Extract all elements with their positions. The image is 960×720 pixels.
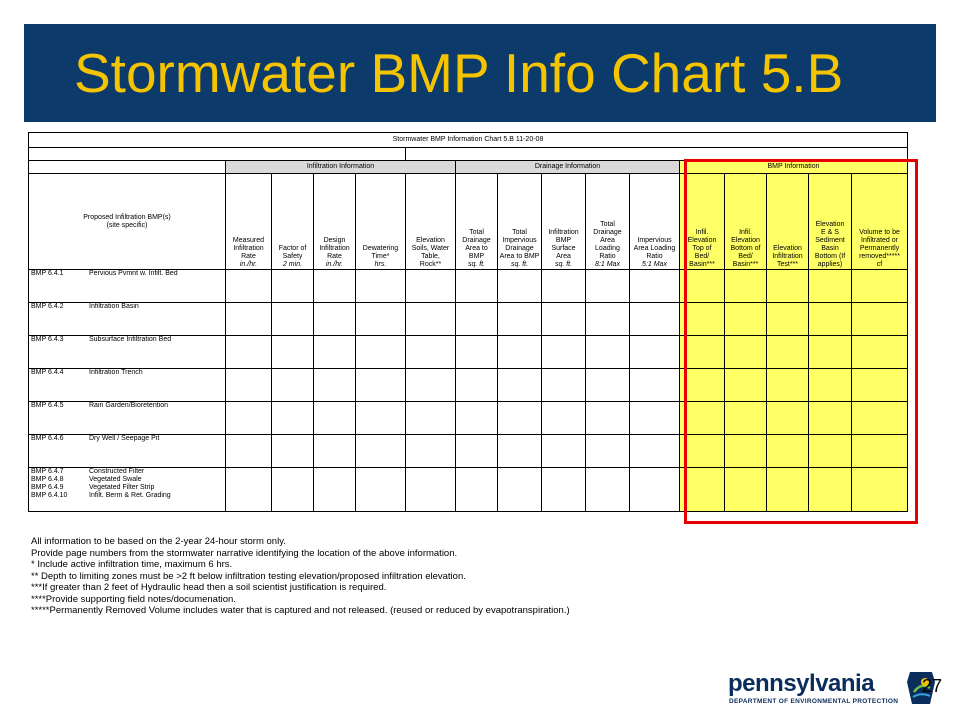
data-cell: [356, 402, 406, 435]
data-cell: [272, 402, 314, 435]
bmp-name-cell: [29, 336, 226, 369]
column-header-line: cf: [876, 261, 883, 268]
bmp-name: Rain Garden/Bioretention: [89, 402, 168, 409]
column-header-line: Bottom of: [730, 245, 761, 252]
bmp-code: BMP 6.4.7: [31, 468, 64, 475]
data-cell: [406, 270, 456, 303]
footnote: ***If greater than 2 feet of Hydraulic head then a soil scientist justification is required.: [31, 582, 387, 593]
data-cell: [406, 336, 456, 369]
data-cell: [456, 303, 498, 336]
column-header-line: Design: [323, 237, 346, 244]
first-column-header-line1: Proposed Infiltration BMP(s): [83, 213, 171, 221]
data-cell: [356, 336, 406, 369]
data-cell: [406, 369, 456, 402]
bmp-name: Dry Well / Seepage Pit: [89, 435, 160, 442]
data-cell: [314, 303, 356, 336]
data-cell: [456, 435, 498, 468]
footnote: *****Permanently Removed Volume includes water that is captured and not released. (reused or reduced by evapotranspiration.): [31, 605, 570, 616]
data-cell: [542, 468, 586, 512]
data-cell: [586, 270, 630, 303]
column-header-line: Top of: [692, 245, 712, 252]
column-header-line: E & S: [821, 229, 839, 236]
data-cell: [456, 336, 498, 369]
data-cell: [272, 336, 314, 369]
bmp-name-cell: [29, 402, 226, 435]
column-header-line: Factor of: [278, 245, 307, 252]
column-header-line: Test***: [776, 261, 798, 268]
column-header-line: Rate: [241, 253, 256, 260]
column-header-line: Basin***: [689, 261, 715, 268]
bmp-name-cell: [29, 270, 226, 303]
column-header: [314, 174, 356, 270]
column-header-line: Infiltrated or: [861, 237, 898, 244]
column-header-line: Infiltration: [548, 229, 579, 236]
column-header-line: Rock**: [419, 261, 442, 268]
bmp-code: BMP 6.4.8: [31, 476, 64, 483]
bmp-name-cell: [29, 435, 226, 468]
column-header-line: Area to BMP: [499, 253, 540, 260]
data-cell: [226, 468, 272, 512]
bmp-name: Infilt. Berm & Ret. Grading: [89, 492, 171, 499]
column-header-line: Basin***: [732, 261, 759, 268]
bmp-name: Subsurface Infiltration Bed: [89, 336, 172, 343]
column-header-line: Permanently: [859, 245, 900, 252]
column-header-line: Dewatering: [362, 245, 399, 252]
column-header-line: Volume to be: [859, 229, 900, 236]
bmp-code: BMP 6.4.10: [31, 492, 68, 499]
bmp-code: BMP 6.4.6: [31, 435, 64, 442]
bmp-code: BMP 6.4.2: [31, 303, 64, 310]
pa-dep-logo: [728, 670, 928, 714]
data-cell: [630, 369, 680, 402]
logo-subtitle: DEPARTMENT OF ENVIRONMENTAL PROTECTION: [729, 698, 899, 705]
column-header: [456, 174, 498, 270]
data-cell: [226, 270, 272, 303]
column-header-line: removed*****: [859, 253, 900, 260]
column-header-line: Elevation: [687, 237, 717, 244]
data-cell: [314, 336, 356, 369]
data-cell: [586, 468, 630, 512]
data-cell: [542, 435, 586, 468]
data-cell: [542, 369, 586, 402]
data-cell: [356, 270, 406, 303]
data-cell: [406, 435, 456, 468]
column-header: [356, 174, 406, 270]
column-header-line: Rate: [327, 253, 342, 260]
data-cell: [406, 468, 456, 512]
data-cell: [356, 369, 406, 402]
bmp-name: Vegetated Swale: [89, 476, 142, 483]
data-cell: [586, 369, 630, 402]
group-header-infiltration: Infiltration Information: [226, 161, 456, 174]
column-header-line: Infiltration: [772, 253, 803, 260]
column-header-line: Infiltration: [319, 245, 350, 252]
data-cell: [272, 270, 314, 303]
column-header-line: Ratio: [646, 253, 663, 260]
column-header-unit: sq. ft.: [554, 261, 573, 268]
data-cell: [542, 270, 586, 303]
column-header-line: Area to: [465, 245, 488, 252]
data-cell: [226, 435, 272, 468]
data-cell: [456, 402, 498, 435]
column-header-line: Area: [600, 237, 615, 244]
bmp-line: [31, 468, 225, 476]
column-header-line: Drainage: [462, 237, 491, 244]
data-cell: [542, 303, 586, 336]
data-cell: [314, 270, 356, 303]
bmp-code: BMP 6.4.3: [31, 336, 64, 343]
title-bar: [24, 24, 936, 122]
bmp-name-cell: [29, 468, 226, 512]
column-header-line: applies): [817, 261, 843, 268]
column-header-unit: sq. ft.: [467, 261, 486, 268]
bmp-name-cell: [29, 369, 226, 402]
column-header: [542, 174, 586, 270]
bmp-code: BMP 6.4.9: [31, 484, 64, 491]
chart-footnotes: [31, 536, 570, 617]
bmp-line: [31, 492, 225, 500]
column-header: [498, 174, 542, 270]
data-cell: [542, 402, 586, 435]
data-cell: [630, 336, 680, 369]
data-cell: [498, 402, 542, 435]
column-header-unit: hrs.: [374, 261, 387, 268]
column-header-line: Total: [600, 221, 615, 228]
data-cell: [586, 402, 630, 435]
column-header-line: Area Loading: [633, 245, 676, 252]
data-cell: [498, 435, 542, 468]
footnote: ** Depth to limiting zones must be >2 ft below infiltration testing elevation/proposed infiltration elevation.: [31, 570, 466, 582]
bmp-information-highlight-box: [684, 159, 918, 524]
data-cell: [630, 468, 680, 512]
column-header-line: Elevation: [731, 237, 760, 244]
group-header-drainage: Drainage Information: [456, 161, 680, 174]
table-title-row: [29, 133, 908, 148]
data-cell: [226, 303, 272, 336]
data-cell: [542, 336, 586, 369]
column-header-line: Infiltration: [233, 245, 264, 252]
column-header-line: Soils, Water: [411, 245, 450, 252]
data-cell: [630, 402, 680, 435]
column-header-line: Elevation: [773, 245, 802, 252]
data-cell: [272, 369, 314, 402]
table-title: Stormwater BMP Information Chart 5.B 11-20-08: [29, 133, 908, 148]
data-cell: [272, 303, 314, 336]
column-header-line: Time*: [371, 253, 390, 260]
data-cell: [586, 336, 630, 369]
column-header-line: Loading: [595, 245, 620, 252]
data-cell: [406, 303, 456, 336]
data-cell: [630, 270, 680, 303]
data-cell: [272, 468, 314, 512]
column-header-line: BMP: [555, 237, 572, 244]
bmp-name-cell: [29, 303, 226, 336]
logo-wordmark: pennsylvania: [728, 670, 875, 697]
column-header-line: Drainage: [505, 245, 534, 252]
group-header-bmp: BMP Information: [680, 161, 908, 174]
data-cell: [406, 402, 456, 435]
first-column-header-line2: (site specific): [106, 221, 148, 229]
first-column-header: [29, 174, 226, 270]
data-cell: [456, 369, 498, 402]
column-header-line: Infil.: [695, 229, 709, 236]
bmp-name: Pervious Pvmnt w. Infilt. Bed: [89, 270, 178, 277]
data-cell: [226, 369, 272, 402]
bmp-name: Infiltration Basin: [89, 303, 139, 310]
column-header: [272, 174, 314, 270]
column-header-line: Surface: [551, 245, 576, 252]
data-cell: [314, 468, 356, 512]
column-header-line: Total: [469, 229, 484, 236]
footnote: Provide page numbers from the stormwater narrative identifying the location of the above information.: [31, 547, 458, 559]
footnote: ****Provide supporting field notes/documenation.: [31, 593, 236, 605]
footnote: All information to be based on the 2-year 24-hour storm only.: [31, 536, 286, 547]
column-header-line: Area: [556, 253, 571, 260]
footnote: * Include active infiltration time, maximum 6 hrs.: [31, 559, 233, 570]
column-header-line: Elevation: [815, 221, 845, 228]
column-header-line: Bed/: [738, 253, 753, 260]
data-cell: [498, 303, 542, 336]
column-header-line: Drainage: [593, 229, 622, 236]
group-header-blank: [29, 161, 226, 174]
data-cell: [356, 435, 406, 468]
column-header-line: BMP: [468, 253, 485, 260]
column-header-unit: 8:1 Max: [595, 261, 620, 268]
bmp-name: Vegetated Filter Strip: [89, 484, 155, 491]
data-cell: [456, 270, 498, 303]
data-cell: [356, 303, 406, 336]
data-cell: [498, 468, 542, 512]
column-header-line: Total: [512, 229, 527, 236]
column-header-unit: sq. ft.: [510, 261, 529, 268]
column-header-unit: 5:1 Max: [642, 261, 667, 268]
column-header-line: Table,: [421, 253, 440, 260]
column-header-line: Ratio: [599, 253, 616, 260]
data-cell: [272, 435, 314, 468]
data-cell: [630, 435, 680, 468]
column-header-line: Measured: [232, 237, 265, 244]
bmp-code: BMP 6.4.4: [31, 369, 64, 376]
data-cell: [498, 270, 542, 303]
column-header: [406, 174, 456, 270]
bmp-name: Infiltration Trench: [89, 369, 143, 376]
slide-title: Stormwater BMP Info Chart 5.B: [74, 42, 844, 104]
data-cell: [498, 369, 542, 402]
data-cell: [356, 468, 406, 512]
data-cell: [586, 435, 630, 468]
column-header-line: Safety: [282, 253, 303, 260]
data-cell: [586, 303, 630, 336]
data-cell: [226, 402, 272, 435]
bmp-line: [31, 476, 225, 484]
data-cell: [630, 303, 680, 336]
column-header: [226, 174, 272, 270]
bmp-code: BMP 6.4.5: [31, 402, 64, 409]
column-header-unit: in./hr.: [239, 261, 258, 268]
spacer-cell: [29, 148, 406, 161]
column-header-line: Impervious: [637, 237, 672, 244]
data-cell: [226, 336, 272, 369]
column-header-unit: 2 min.: [282, 261, 303, 268]
column-header-unit: in./hr.: [325, 261, 344, 268]
page-number: 27: [922, 676, 943, 696]
column-header-line: Elevation: [416, 237, 445, 244]
column-header-line: Impervious: [502, 237, 537, 244]
column-header: [630, 174, 680, 270]
column-header: [586, 174, 630, 270]
column-header-line: Bed/: [694, 253, 710, 260]
data-cell: [456, 468, 498, 512]
data-cell: [314, 402, 356, 435]
column-header-line: Sediment: [815, 237, 845, 244]
column-header-line: Bottom (If: [814, 253, 846, 260]
bmp-line: [31, 484, 225, 492]
bmp-code: BMP 6.4.1: [31, 270, 64, 277]
column-header-line: Infil.: [739, 229, 752, 236]
column-header-line: Basin: [821, 245, 839, 252]
bmp-name: Constructed Filter: [89, 468, 145, 475]
data-cell: [314, 369, 356, 402]
data-cell: [498, 336, 542, 369]
data-cell: [314, 435, 356, 468]
